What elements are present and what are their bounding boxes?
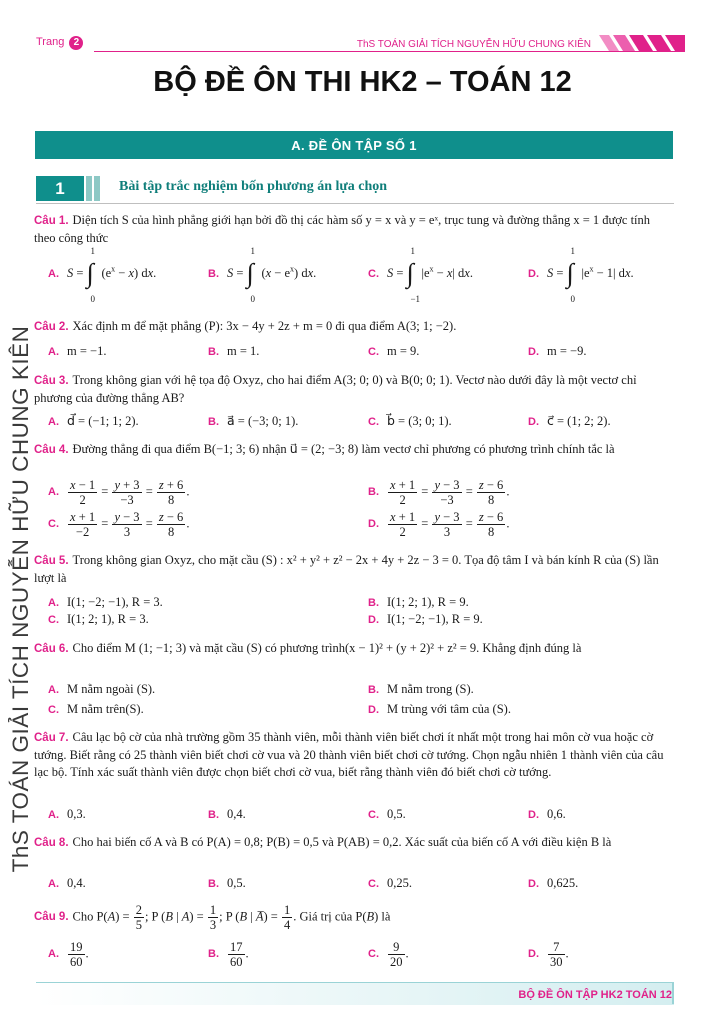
footer-divider	[672, 982, 674, 1004]
question-text: Diện tích S của hình phẳng giới hạn bởi đồ thị các hàm số y = x và y = eˣ, trục tung và đường thẳng x = 1 được tính theo công thức	[34, 213, 651, 245]
q2-option-d[interactable]: D. m = −9.	[528, 344, 587, 358]
question-text: Câu lạc bộ cờ của nhà trường gồm 35 thành viên, mỗi thành viên biết chơi ít nhất một trong hai môn cờ vua hoặc cờ tướng. Biết rằng có 25 thành viên biết chơi cờ vua và 20 thành viên biết chơi cờ tướng. Chọn ngẫu nhiên 1 thành viên của câu lạc bộ. Tính xác suất thành viên được chọn biết chơi cờ vua, biết rằng thành viên đó biết chơi cờ tướng.	[34, 730, 664, 779]
header-rule	[94, 51, 685, 52]
question-text: Cho hai biến cố A và B có P(A) = 0,8; P(B) = 0,5 và P(AB) = 0,2. Xác suất của biến cố A với điều kiện B là	[72, 835, 612, 849]
q6-option-b[interactable]: B. M nằm trong (S).	[368, 682, 474, 696]
q2-option-b[interactable]: B. m = 1.	[208, 344, 260, 358]
question-label: Câu 3.	[34, 375, 69, 387]
question-label: Câu 4.	[34, 444, 69, 456]
q1-option-a[interactable]: A. S = ∫ 1 0 $(e^x - x)$ dx.	[48, 246, 157, 304]
question-label: Câu 1.	[34, 215, 69, 227]
q8-option-b[interactable]: B. 0,5.	[208, 876, 246, 890]
footer-title: BỘ ĐỀ ÔN TẬP HK2 TOÁN 12	[518, 989, 672, 1001]
q9-option-d[interactable]: D. $\frac{7}{30}$ .	[528, 940, 569, 969]
question-label: Câu 9.	[34, 911, 69, 924]
page-indicator	[36, 36, 83, 50]
subsection-number: 1	[36, 176, 84, 201]
q4-option-a[interactable]: A. $\frac{x - 1}{2}$ = $\frac{y + 3}{-3}$ = $\frac{z + 6}{8}$ .	[48, 478, 190, 507]
question-label: Câu 6.	[34, 643, 69, 655]
header-stripes-decoration	[599, 35, 685, 51]
question-6	[34, 640, 674, 658]
question-text: Xác định m để mặt phẳng (P): 3x − 4y + 2z + m = 0 đi qua điểm A(3; 1; −2).	[72, 319, 457, 333]
question-4	[34, 441, 674, 459]
q8-option-a[interactable]: A. 0,4.	[48, 876, 86, 890]
q1-option-c[interactable]: C. S = ∫ 1 −1 $|e^x - x|$ dx.	[368, 246, 473, 304]
subsection-bar	[86, 176, 92, 201]
question-5	[34, 552, 674, 587]
q2-option-a[interactable]: A. m = −1.	[48, 344, 107, 358]
page-label: Trang	[36, 36, 65, 48]
question-9: Câu 9. Cho P(A) = $\frac{2}{5}$ ; P (B | A) = $\frac{1}{3}$ ; P (B | A̅) = $\frac{1}{4}$ . Giá trị của P(B) là	[34, 903, 391, 932]
q9-option-a[interactable]: A. $\frac{19}{60}$ .	[48, 940, 89, 969]
q9-option-b[interactable]: B. $\frac{17}{60}$ .	[208, 940, 249, 969]
q4-option-b[interactable]: B. $\frac{x + 1}{2}$ = $\frac{y - 3}{-3}$ = $\frac{z - 6}{8}$ .	[368, 478, 510, 507]
question-label: Câu 8.	[34, 837, 69, 849]
subsection-bar	[94, 176, 100, 201]
q9-option-c[interactable]: C. $\frac{9}{20}$ .	[368, 940, 409, 969]
q8-option-d[interactable]: D. 0,625.	[528, 876, 579, 890]
question-text: Trong không gian với hệ tọa độ Oxyz, cho hai điểm A(3; 0; 0) và B(0; 0; 1). Vectơ nào dưới đây là một vectơ chỉ phương của đường thẳng AB?	[34, 373, 637, 405]
side-watermark: ThS TOÁN GIẢI TÍCH NGUYỄN HỮU CHUNG KIÊN	[8, 325, 33, 873]
section-banner: A. ĐỀ ÔN TẬP SỐ 1	[35, 131, 673, 159]
q3-option-c[interactable]: C. b⃗ = (3; 0; 1).	[368, 414, 452, 428]
q7-option-a[interactable]: A. 0,3.	[48, 807, 86, 821]
question-1	[34, 212, 674, 247]
question-text: Đường thẳng đi qua điểm B(−1; 3; 6) nhận u⃗ = (2; −3; 8) làm vectơ chỉ phương có phương trình chính tắc là	[72, 442, 615, 456]
question-label: Câu 7.	[34, 732, 69, 744]
q6-option-c[interactable]: C. M nằm trên(S).	[48, 702, 144, 716]
q3-option-d[interactable]: D. c⃗ = (1; 2; 2).	[528, 414, 611, 428]
q5-option-b[interactable]: B. I(1; 2; 1), R = 9.	[368, 595, 469, 609]
question-text: Trong không gian Oxyz, cho mặt cầu (S) : x² + y² + z² − 2x + 4y + 2z − 3 = 0. Tọa độ tâm I và bán kính R của (S) lần lượt là	[34, 553, 659, 585]
q8-option-c[interactable]: C. 0,25.	[368, 876, 412, 890]
q3-option-a[interactable]: A. d⃗ = (−1; 1; 2).	[48, 414, 139, 428]
q6-option-d[interactable]: D. M trùng với tâm của (S).	[368, 702, 511, 716]
question-8	[34, 834, 674, 852]
q7-option-b[interactable]: B. 0,4.	[208, 807, 246, 821]
q5-option-c[interactable]: C. I(1; 2; 1), R = 3.	[48, 612, 149, 626]
page-number-badge: 2	[69, 36, 83, 50]
q4-option-d[interactable]: D. $\frac{x + 1}{2}$ = $\frac{y - 3}{3}$ = $\frac{z - 6}{8}$ .	[368, 510, 510, 539]
q3-option-b[interactable]: B. a⃗ = (−3; 0; 1).	[208, 414, 299, 428]
question-label: Câu 2.	[34, 321, 69, 333]
q2-option-c[interactable]: C. m = 9.	[368, 344, 420, 358]
q7-option-c[interactable]: C. 0,5.	[368, 807, 406, 821]
q5-option-d[interactable]: D. I(1; −2; −1), R = 9.	[368, 612, 483, 626]
q4-option-c[interactable]: C. $\frac{x + 1}{-2}$ = $\frac{y - 3}{3}$ = $\frac{z - 6}{8}$ .	[48, 510, 190, 539]
question-7	[34, 729, 674, 781]
q7-option-d[interactable]: D. 0,6.	[528, 807, 566, 821]
question-2	[34, 318, 674, 336]
subsection-rule	[36, 203, 674, 204]
q6-option-a[interactable]: A. M nằm ngoài (S).	[48, 682, 156, 696]
page-title: BỘ ĐỀ ÔN THI HK2 – TOÁN 12	[153, 66, 572, 98]
header-brand: ThS TOÁN GIẢI TÍCH NGUYỄN HỮU CHUNG KIÊN	[356, 39, 591, 50]
q1-option-d[interactable]: D. S = ∫ 1 0 $|e^x - 1|$ dx.	[528, 246, 634, 304]
q5-option-a[interactable]: A. I(1; −2; −1), R = 3.	[48, 595, 163, 609]
question-label: Câu 5.	[34, 555, 69, 567]
question-3	[34, 372, 674, 407]
question-text: Cho điểm M (1; −1; 3) và mặt cầu (S) có phương trình(x − 1)² + (y + 2)² + z² = 9. Khẳng định đúng là	[72, 641, 582, 655]
subsection-title: Bài tập trắc nghiệm bốn phương án lựa chọn	[119, 179, 388, 194]
q1-option-b[interactable]: B. S = ∫ 1 0 $(x - e^x)$ dx.	[208, 246, 317, 304]
